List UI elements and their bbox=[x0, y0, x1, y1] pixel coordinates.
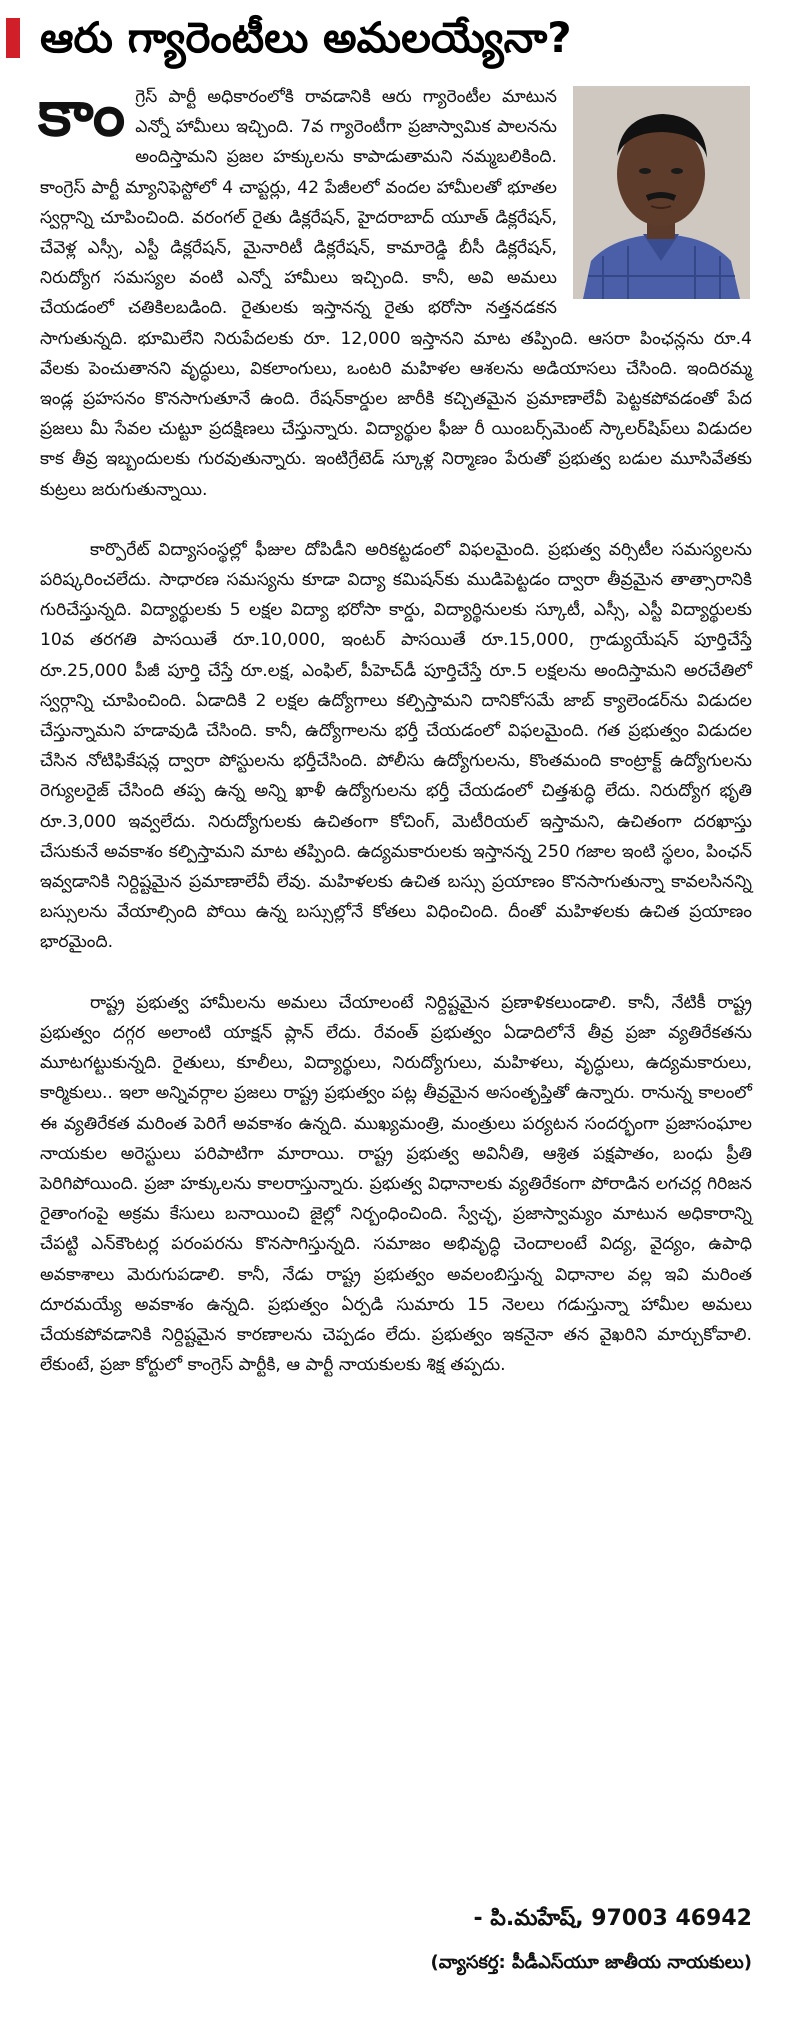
author-signature: - పి.మహేష్, 97003 46942 bbox=[473, 1906, 752, 1931]
headline-accent-bar bbox=[6, 18, 20, 58]
author-role: (వ్యాసకర్త: పీడీఎస్‌యూ జాతీయ నాయకులు) bbox=[430, 1952, 752, 1973]
article-body bbox=[38, 77, 752, 1410]
photo-float-spacer bbox=[557, 82, 752, 302]
article-paragraph-3: రాష్ట్ర ప్రభుత్వ హామీలను అమలు చేయాలంటే నిర్దిష్టమైన ప్రణాళికలుండాలి. కానీ, నేటికీ రాష్ట్ర ప్రభుత్వం దగ్గర అలాంటి యాక్షన్ ప్లాన్ లేదు. రేవంత్ ప్రభుత్వం ఏడాదిలోనే తీవ్ర ప్రజా వ్యతిరేకతను మూటగట్టుకున్నది. రైతులు, కూలీలు, విద్యార్థులు, నిరుద్యోగులు, మహిళలు, వృద్ధులు, ఉద్యమకారులు, కార్మికులు.. ఇలా అన్నివర్గాల ప్రజలు రాష్ట్ర ప్రభుత్వం పట్ల తీవ్రమైన అసంతృప్తితో ఉన్నారు. రానున్న కాలంలో ఈ వ్యతిరేకత మరింత పెరిగే అవకాశం ఉన్నది. ముఖ్యమంత్రి, మంత్రులు పర్యటన సందర్భంగా ప్రజాసంఘాల నాయకుల అరెస్టులు పరిపాటిగా మారాయి. రాష్ట్ర ప్రభుత్వ అవినీతి, ఆశ్రిత పక్షపాతం, బంధు ప్రీతి పెరిగిపోయింది. ప్రజా హక్కులను కాలరాస్తున్నారు. ప్రభుత్వ విధానాలకు వ్యతిరేకంగా పోరాడిన లగచర్ల గిరిజన రైతాంగంపై అక్రమ కేసులు బనాయించి జైల్లో నిర్బంధించింది. స్వేచ్ఛ, ప్రజాస్వామ్యం మాటున అధికారాన్ని చేపట్టి ఎన్‌కౌంటర్ల పరంపరను కొనసాగిస్తున్నది. సమాజం అభివృద్ధి చెందాలంటే విద్య, వైద్యం, ఉపాధి అవకాశాలు మెరుగుపడాలి. కానీ, నేడు రాష్ట్ర ప్రభుత్వం అవలంబిస్తున్న విధానాల వల్ల ఇవి మరింత దూరమయ్యే అవకాశం ఉన్నది. ప్రభుత్వం ఏర్పడి సుమారు 15 నెలలు గడుస్తున్నా హామీల అమలు చేయకపోవడానికి నిర్దిష్టమైన కారణాలను చెప్పడం లేదు. ప్రభుత్వం ఇకనైనా తన వైఖరిని మార్చుకోవాలి. లేకుంటే, ప్రజా కోర్టులో కాంగ్రెస్ పార్టీకి, ఆ పార్టీ నాయకులకు శిక్ష తప్పదు. bbox=[40, 992, 752, 1376]
paragraph-1-text: గ్రెస్ పార్టీ అధికారంలోకి రావడానికి ఆరు గ్యారెంటీల మాటున ఎన్నో హామీలు ఇచ్చింది. 7వ గ్యారెంటీగా ప్రజాస్వామిక పాలనను అందిస్తామని ప్రజల హక్కులను కాపాడుతామని నమ్మబలికింది. కాంగ్రెస్ పార్టీ మ్యానిఫెస్టోలో 4 చాప్టర్లు, 42 పేజీలలో వందల హామీలతో భూతల స్వర్గాన్ని చూపించింది. వరంగల్ రైతు డిక్లరేషన్, హైదరాబాద్ యూత్ డిక్లరేషన్, చేవెళ్ల ఎస్సీ, ఎస్టీ డిక్లరేషన్, మైనారిటీ డిక్లరేషన్, కామారెడ్డి బీసీ డిక్లరేషన్, నిరుద్యోగ సమస్యల వంటి ఎన్నో హామీలు ఇచ్చింది. కానీ, అవి అమలు చేయడంలో చతికిలబడింది. రైతులకు ఇస్తానన్న రైతు భరోసా నత్తనడకన సాగుతున్నది. భూమిలేని నిరుపేదలకు రూ. 12,000 ఇస్తానని మాట తప్పింది. ఆసరా పింఛన్లను రూ.4 వేలకు పెంచుతానని వృద్ధులు, వికలాంగులు, ఒంటరి మహిళల ఆశలను అడియాసలు చేసింది. ఇందిరమ్మ ఇండ్ల ప్రహసనం కొనసాగుతూనే ఉంది. రేషన్‌కార్డుల జారీకి కచ్చితమైన ప్రమాణాలేవీ పెట్టకపోవడంతో పేద ప్రజలు మీ సేవల చుట్టూ ప్రదక్షిణలు చేస్తున్నారు. విద్యార్థుల ఫీజు రీ యింబర్స్‌మెంట్ స్కాలర్‌షిప్‌లు విడుదల కాక తీవ్ర ఇబ్బందులకు గురవుతున్నారు. ఇంటిగ్రేటెడ్ స్కూళ్ల నిర్మాణం పేరుతో ప్రభుత్వ బడుల మూసివేతకు కుట్రలు జరుగుతున్నాయి. bbox=[40, 87, 752, 500]
dropcap: కాం bbox=[38, 77, 126, 151]
article-paragraph-2: కార్పొరేట్ విద్యాసంస్థల్లో ఫీజుల దోపిడీని అరికట్టడంలో విఫలమైంది. ప్రభుత్వ వర్సిటీల సమస్యలను పరిష్కరించలేదు. సాధారణ సమస్యను కూడా విద్యా కమిషన్‌కు ముడిపెట్టడం ద్వారా తీవ్రమైన తాత్సారానికి గురిచేస్తున్నది. విద్యార్థులకు 5 లక్షల విద్యా భరోసా కార్డు, విద్యార్థినులకు స్కూటీ, ఎస్సీ, ఎస్టీ విద్యార్థులకు 10వ తరగతి పాసయితే రూ.10,000, ఇంటర్ పాసయితే రూ.15,000, గ్రాడ్యుయేషన్ పూర్తిచేస్తే రూ.25,000 పీజీ పూర్తి చేస్తే రూ.లక్ష, ఎంఫిల్, పీహెచ్‌డీ పూర్తిచేస్తే రూ.5 లక్షలను అందిస్తామని అరచేతిలో స్వర్గాన్ని చూపించింది. ఏడాదికి 2 లక్షల ఉద్యోగాలు కల్పిస్తామని దానికోసమే జాబ్ క్యాలెండర్‌ను విడుదల చేస్తున్నామని హడావుడి చేసింది. కానీ, ఉద్యోగాలను భర్తీ చేయడంలో విఫలమైంది. గత ప్రభుత్వం విడుదల చేసిన నోటిఫికేషన్ల ద్వారా పోస్టులను భర్తీచేసింది. పోలీసు ఉద్యోగులను, కొంతమంది కాంట్రాక్ట్ ఉద్యోగులను రెగ్యులరైజ్ చేసింది తప్ప ఉన్న అన్ని ఖాళీ ఉద్యోగులను భర్తీ చేయడంలో చిత్తశుద్ధి లేదు. నిరుద్యోగ భృతి రూ.3,000 ఇవ్వలేదు. నిరుద్యోగులకు ఉచితంగా కోచింగ్, మెటీరియల్ ఇస్తామని, ఉచితంగా దరఖాస్తు చేసుకునే అవకాశం కల్పిస్తామని మాట తప్పింది. ఉద్యమకారులకు ఇస్తానన్న 250 గజాల ఇంటి స్థలం, పింఛన్ ఇవ్వడానికి నిర్దిష్టమైన ప్రమాణాలేవీ లేవు. మహిళలకు ఉచిత బస్సు ప్రయాణం కొనసాగుతున్నా కావలసినన్ని బస్సులను వేయాల్సింది పోయి ఉన్న బస్సుల్లోనే కోతలు విధించింది. దీంతో మహిళలకు ఉచిత ప్రయాణం భారమైంది. bbox=[40, 539, 752, 953]
headline: ఆరు గ్యారెంటీలు అమలయ్యేనా? bbox=[40, 13, 572, 62]
